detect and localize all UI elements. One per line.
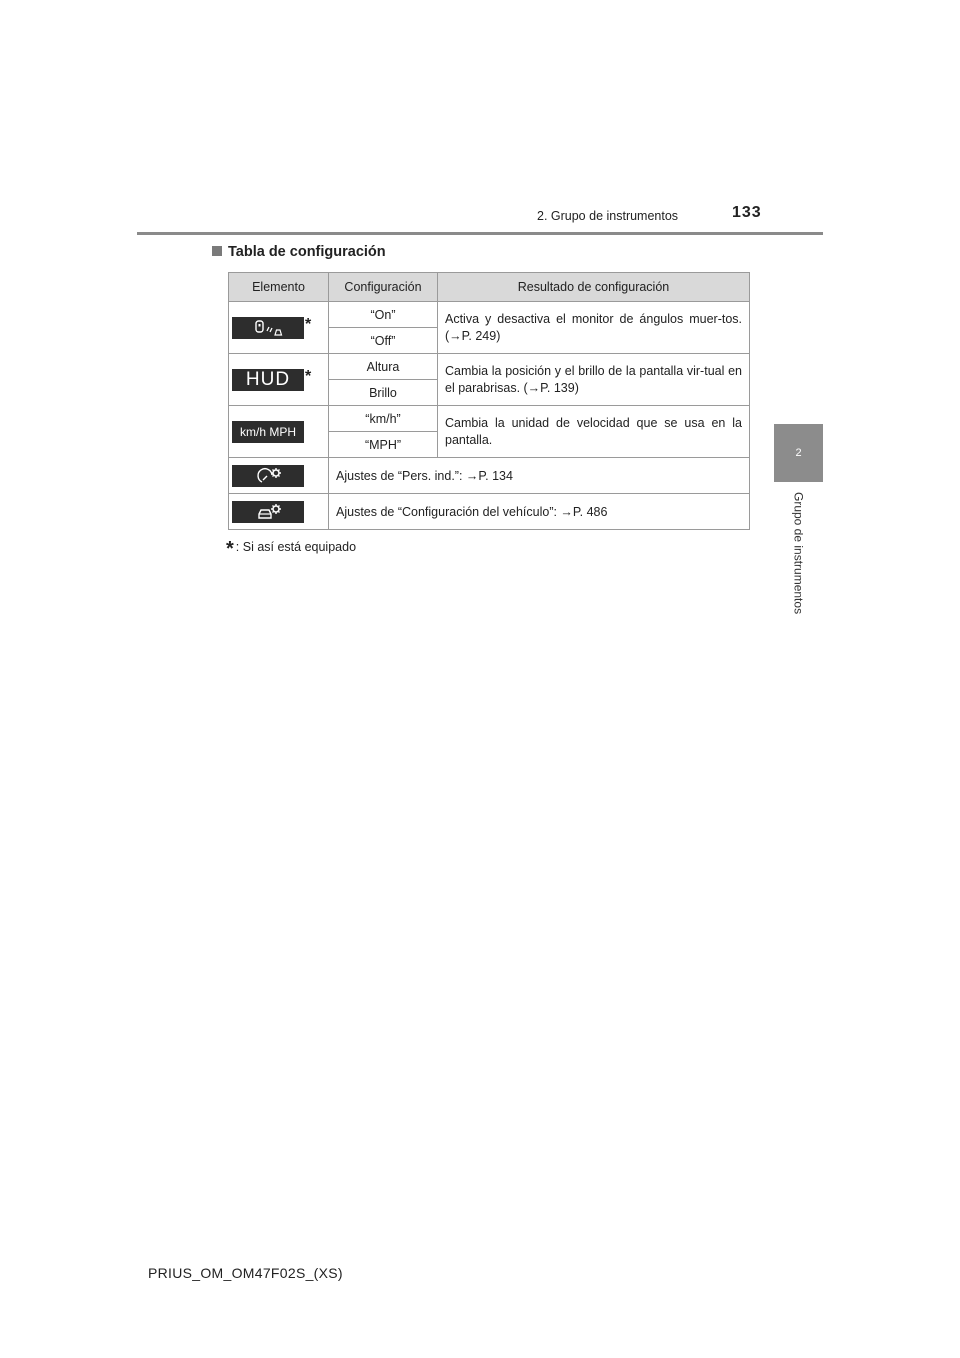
setting-cell: “km/h” (329, 406, 438, 432)
element-cell (229, 354, 329, 406)
element-cell (229, 302, 329, 354)
result-cell: Ajustes de “Configuración del vehículo”: →P. 486 (329, 494, 750, 530)
equipment-asterisk: * (305, 367, 312, 385)
footnote-asterisk: * (226, 538, 234, 560)
setting-cell: “MPH” (329, 432, 438, 458)
vehicle-gear-svg (248, 502, 288, 522)
speed-unit-icon (232, 421, 304, 443)
chapter-tab-label: Grupo de instrumentos (791, 492, 806, 615)
section-title (212, 244, 386, 260)
setting-cell: “On” (329, 302, 438, 328)
setting-cell: Brillo (329, 380, 438, 406)
configuration-table (228, 272, 750, 530)
result-cell: Activa y desactiva el monitor de ángulos muer-tos. (→P. 249) (438, 302, 750, 354)
equipment-asterisk: * (305, 315, 312, 333)
blind-spot-monitor-icon (232, 317, 304, 339)
result-cell: Cambia la posición y el brillo de la pantalla vir-tual en el parabrisas. (→P. 139) (438, 354, 750, 406)
table-row (229, 354, 750, 380)
setting-cell: Altura (329, 354, 438, 380)
result-cell: Cambia la unidad de velocidad que se usa en la pantalla. (438, 406, 750, 458)
running-header-section: 2. Grupo de instrumentos (537, 209, 679, 223)
column-header-element: Elemento (229, 273, 329, 302)
header-divider (137, 232, 823, 235)
page-number: 133 (732, 204, 762, 221)
element-cell (229, 406, 329, 458)
table-row (229, 458, 750, 494)
speed-unit-icon-text: km/h MPH (239, 424, 296, 439)
result-cell: Ajustes de “Pers. ind.”: →P. 134 (329, 458, 750, 494)
table-row (229, 494, 750, 530)
column-header-setting: Configuración (329, 273, 438, 302)
hud-icon-text: HUD (245, 368, 291, 390)
column-header-result: Resultado de configuración (438, 273, 750, 302)
meter-gear-svg (248, 466, 288, 486)
footnote-text: : Si así está equipado (235, 540, 357, 554)
hud-icon (232, 369, 304, 391)
meter-settings-gear-icon (232, 465, 304, 487)
table-header-row (229, 273, 750, 302)
square-bullet-icon (212, 246, 222, 256)
table-row (229, 406, 750, 432)
chapter-tab-number: 2 (774, 424, 823, 482)
footnote (226, 538, 356, 561)
section-title-text: Tabla de configuración (228, 244, 386, 260)
element-cell (229, 494, 329, 530)
blind-spot-monitor-svg (248, 318, 288, 338)
table-row (229, 302, 750, 328)
element-cell (229, 458, 329, 494)
document-code-footer: PRIUS_OM_OM47F02S_(XS) (148, 1265, 343, 1281)
setting-cell: “Off” (329, 328, 438, 354)
vehicle-settings-gear-icon (232, 501, 304, 523)
